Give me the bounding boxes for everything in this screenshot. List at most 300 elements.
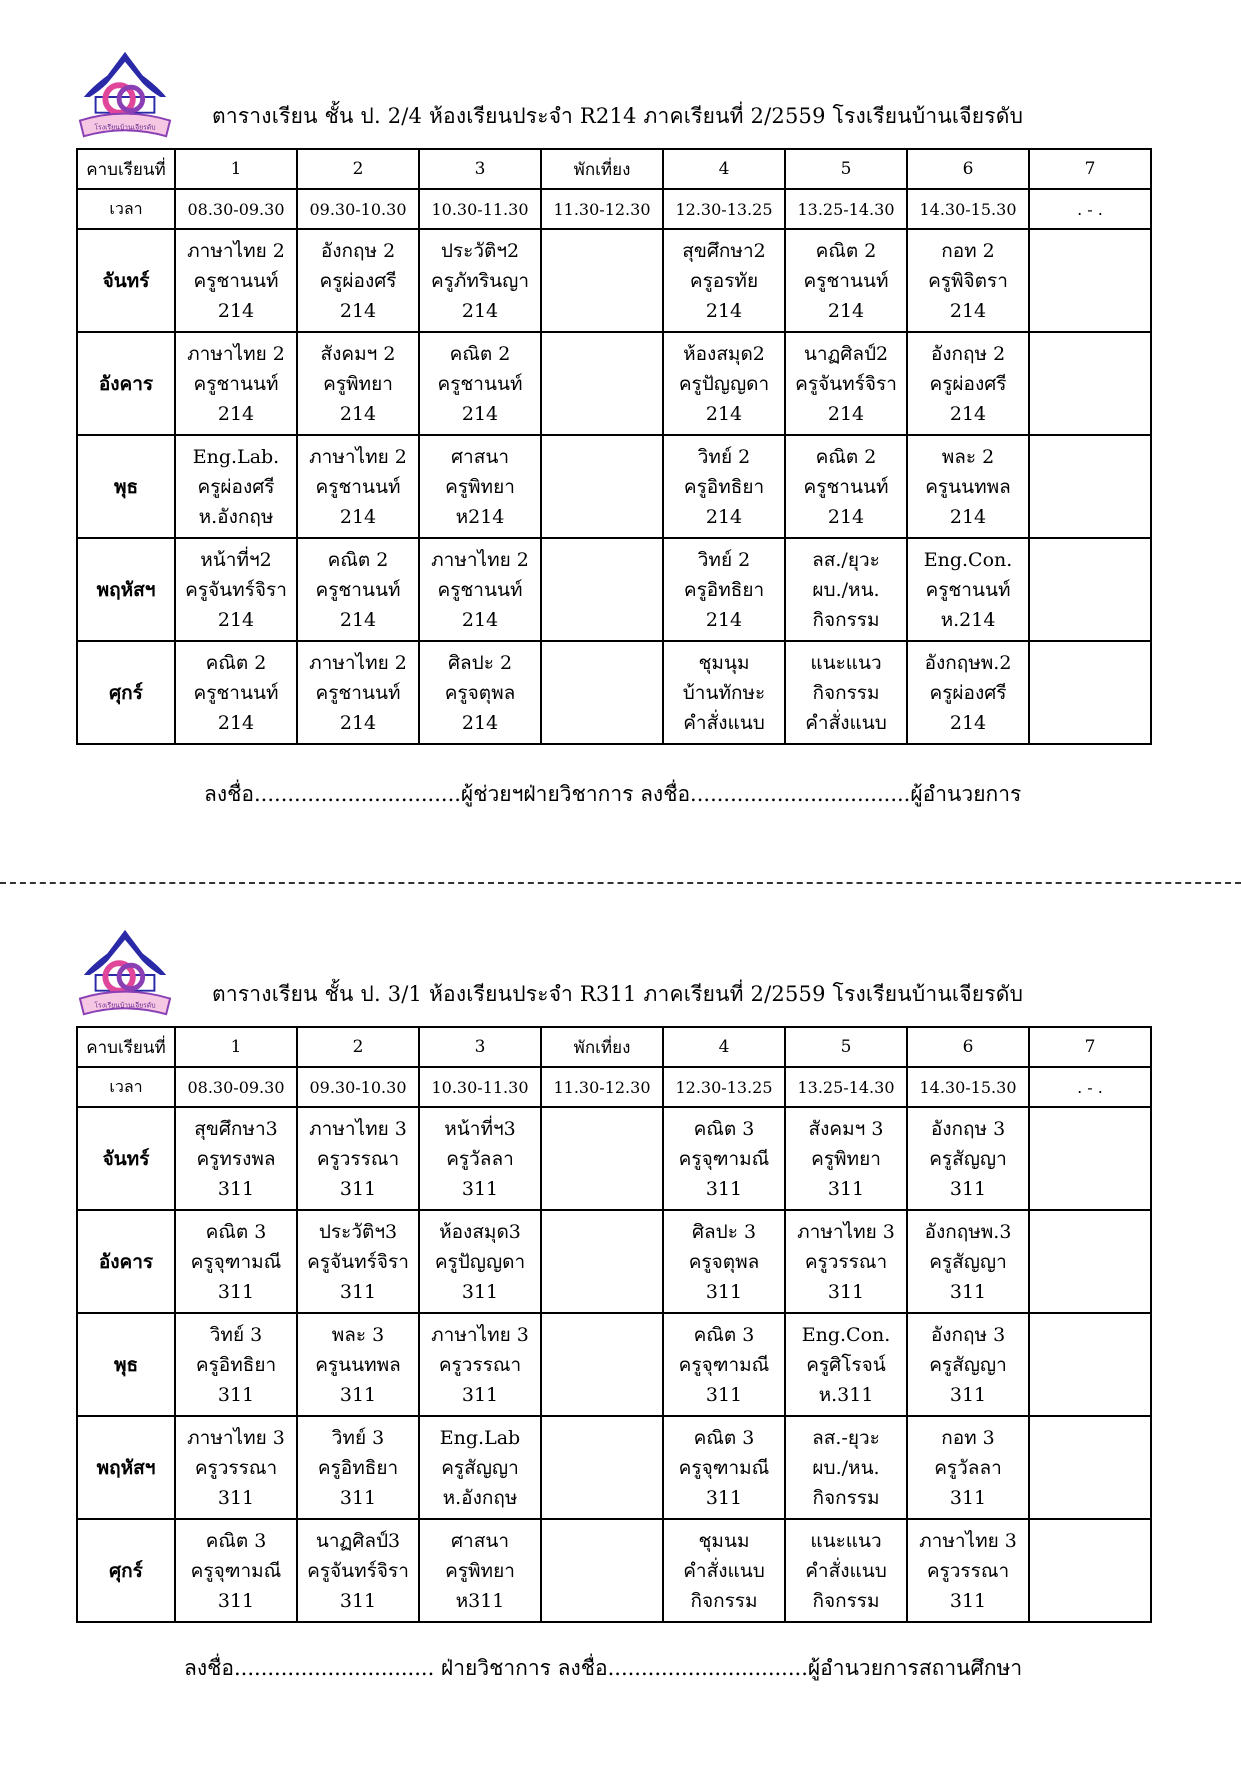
time-row — [77, 189, 1151, 229]
time-cell: 11.30-12.30 — [541, 1067, 663, 1107]
teacher-label: ครูวรรณา — [926, 1559, 1010, 1582]
class-cell — [175, 1519, 297, 1622]
subject-label: ลส.-ยุวะ — [812, 1426, 880, 1449]
teacher-label: คำสั่งแนบ — [805, 1559, 887, 1582]
teacher-label: ครูชานนท์ — [925, 578, 1011, 601]
teacher-label: ครูอิทธิยา — [195, 1353, 277, 1376]
subject-label: แนะแนว — [810, 651, 882, 674]
teacher-label: ครูพิจิตรา — [928, 269, 1008, 292]
subject-label: สังคมฯ 2 — [320, 342, 396, 365]
subject-label: พละ 2 — [941, 445, 995, 468]
class-cell — [419, 229, 541, 332]
empty-cell — [1029, 1107, 1151, 1210]
subject-label: คณิต 2 — [205, 651, 267, 674]
teacher-label: ครูวัลลา — [446, 1147, 514, 1170]
empty-cell — [1029, 1519, 1151, 1622]
subject-label: คณิต 3 — [693, 1117, 755, 1140]
room-label: 214 — [827, 402, 865, 425]
room-label: 214 — [339, 505, 377, 528]
schedule-title: ตารางเรียน ชั้น ป. 2/4 ห้องเรียนประจำ R214 ภาคเรียนที่ 2/2559 โรงเรียนบ้านเจียรดับ — [212, 104, 1024, 128]
room-label: 214 — [217, 711, 255, 734]
class-cell — [907, 1210, 1029, 1313]
school-emblem-icon — [76, 926, 174, 1024]
day-name: ศุกร์ — [77, 1519, 175, 1622]
teacher-label: ครูปัญญดา — [434, 1250, 526, 1273]
class-cell — [419, 641, 541, 744]
teacher-label: ครูศิโรจน์ — [806, 1353, 886, 1376]
teacher-label: ครูจันทร์จิรา — [307, 1559, 409, 1582]
room-label: 311 — [949, 1280, 987, 1303]
empty-cell — [541, 229, 663, 332]
header-cell: 2 — [297, 149, 419, 189]
empty-cell — [541, 538, 663, 641]
class-cell — [297, 1107, 419, 1210]
teacher-label: ครูชานนท์ — [437, 372, 523, 395]
subject-label: อังกฤษ 3 — [930, 1323, 1006, 1346]
time-cell: เวลา — [77, 189, 175, 229]
room-label: 311 — [949, 1486, 987, 1509]
class-cell — [663, 332, 785, 435]
schedule-title: ตารางเรียน ชั้น ป. 3/1 ห้องเรียนประจำ R311 ภาคเรียนที่ 2/2559 โรงเรียนบ้านเจียรดับ — [212, 982, 1024, 1006]
day-name: พฤหัสฯ — [77, 1416, 175, 1519]
teacher-label: ครูผ่องศรี — [319, 269, 397, 292]
header-cell: พักเที่ยง — [541, 149, 663, 189]
teacher-label: ครูชานนท์ — [315, 578, 401, 601]
room-label: 214 — [827, 505, 865, 528]
room-label: 214 — [339, 299, 377, 322]
class-cell — [175, 1210, 297, 1313]
subject-label: แนะแนว — [810, 1529, 882, 1552]
teacher-label: ครูชานนท์ — [803, 475, 889, 498]
time-cell: 08.30-09.30 — [175, 1067, 297, 1107]
teacher-label: ครูวรรณา — [316, 1147, 400, 1170]
empty-cell — [541, 1416, 663, 1519]
teacher-label: ครูพิทยา — [811, 1147, 881, 1170]
header-cell: 3 — [419, 1027, 541, 1067]
teacher-label: ครูอิทธิยา — [317, 1456, 399, 1479]
class-cell — [785, 1210, 907, 1313]
room-label: 214 — [217, 299, 255, 322]
subject-label: ภาษาไทย 2 — [309, 651, 407, 674]
room-label: 311 — [217, 1280, 255, 1303]
teacher-label: กิจกรรม — [812, 681, 880, 704]
subject-label: Eng.Con. — [923, 548, 1013, 571]
teacher-label: คำสั่งแนบ — [683, 1559, 765, 1582]
teacher-label: ครูวัลลา — [934, 1456, 1002, 1479]
class-cell — [663, 1107, 785, 1210]
subject-label: ประวัติฯ3 — [318, 1220, 398, 1243]
teacher-label: ครูจันทร์จิรา — [795, 372, 897, 395]
empty-cell — [541, 641, 663, 744]
time-cell: 09.30-10.30 — [297, 1067, 419, 1107]
room-label: ห311 — [455, 1589, 505, 1612]
room-label: คำสั่งแนบ — [683, 711, 765, 734]
room-label: 311 — [339, 1280, 377, 1303]
subject-label: สุขศึกษา3 — [194, 1117, 278, 1140]
class-cell — [785, 1519, 907, 1622]
class-cell — [297, 1519, 419, 1622]
room-label: 214 — [949, 299, 987, 322]
teacher-label: ครูนนทพล — [315, 1353, 401, 1376]
teacher-label: ครูชานนท์ — [437, 578, 523, 601]
class-cell — [907, 641, 1029, 744]
period-header-row — [77, 149, 1151, 189]
signature-line: ลงชื่อ.............................. ฝ่ายวิชาการ ลงชื่อ..............................ผู้อำนวยการสถานศึกษา — [184, 1656, 1023, 1680]
day-row — [77, 332, 1151, 435]
header-cell: คาบเรียนที่ — [77, 149, 175, 189]
class-cell — [785, 229, 907, 332]
room-label: 214 — [461, 299, 499, 322]
class-cell — [419, 332, 541, 435]
teacher-label: ครูจุฑามณี — [190, 1250, 282, 1273]
day-row — [77, 641, 1151, 744]
subject-label: กอท 3 — [941, 1426, 995, 1449]
class-cell — [175, 229, 297, 332]
subject-label: ภาษาไทย 3 — [309, 1117, 407, 1140]
header-cell: 6 — [907, 1027, 1029, 1067]
header-cell: 1 — [175, 149, 297, 189]
class-cell — [663, 435, 785, 538]
class-cell — [785, 332, 907, 435]
room-label: กิจกรรม — [690, 1589, 758, 1612]
subject-label: ห้องสมุด2 — [683, 342, 765, 365]
teacher-label: ผบ./หน. — [812, 1456, 880, 1479]
teacher-label: ครูอิทธิยา — [683, 578, 765, 601]
class-cell — [907, 1107, 1029, 1210]
room-label: 311 — [827, 1177, 865, 1200]
time-cell: 11.30-12.30 — [541, 189, 663, 229]
teacher-label: ครูปัญญดา — [678, 372, 770, 395]
room-label: 311 — [217, 1383, 255, 1406]
class-cell — [297, 538, 419, 641]
teacher-label: ครูจุฑามณี — [190, 1559, 282, 1582]
room-label: 214 — [705, 608, 743, 631]
subject-label: อังกฤษ 2 — [320, 239, 396, 262]
header-cell: 5 — [785, 1027, 907, 1067]
subject-label: Eng.Lab — [439, 1426, 521, 1449]
room-label: กิจกรรม — [812, 1589, 880, 1612]
teacher-label: บ้านทักษะ — [682, 681, 766, 704]
class-cell — [175, 1107, 297, 1210]
empty-cell — [1029, 229, 1151, 332]
empty-cell — [541, 1519, 663, 1622]
subject-label: ชุมนุม — [698, 651, 750, 674]
teacher-label: ครูชานนท์ — [193, 372, 279, 395]
class-cell — [419, 538, 541, 641]
teacher-label: ครูสัญญา — [929, 1353, 1007, 1376]
room-label: 311 — [949, 1589, 987, 1612]
room-label: 311 — [705, 1486, 743, 1509]
subject-label: ภาษาไทย 2 — [431, 548, 529, 571]
teacher-label: ครูผ่องศรี — [929, 372, 1007, 395]
day-name: ศุกร์ — [77, 641, 175, 744]
time-cell: 12.30-13.25 — [663, 189, 785, 229]
class-cell — [297, 435, 419, 538]
subject-label: ศิลปะ 3 — [691, 1220, 757, 1243]
day-name: อังคาร — [77, 1210, 175, 1313]
time-cell: . - . — [1029, 1067, 1151, 1107]
empty-cell — [1029, 1210, 1151, 1313]
subject-label: คณิต 2 — [815, 445, 877, 468]
room-label: 214 — [949, 711, 987, 734]
subject-label: ภาษาไทย 3 — [797, 1220, 895, 1243]
header-cell: 6 — [907, 149, 1029, 189]
time-cell: . - . — [1029, 189, 1151, 229]
room-label: 311 — [339, 1589, 377, 1612]
teacher-label: ครูทรงพล — [196, 1147, 276, 1170]
subject-label: คณิต 3 — [205, 1529, 267, 1552]
timetable — [76, 148, 1152, 745]
subject-label: คณิต 3 — [693, 1323, 755, 1346]
subject-label: อังกฤษพ.3 — [924, 1220, 1012, 1243]
subject-label: วิทย์ 3 — [209, 1323, 263, 1346]
class-cell — [907, 435, 1029, 538]
class-cell — [785, 641, 907, 744]
class-cell — [297, 1416, 419, 1519]
subject-label: ภาษาไทย 2 — [187, 239, 285, 262]
period-header-row — [77, 1027, 1151, 1067]
subject-label: อังกฤษพ.2 — [924, 651, 1012, 674]
class-cell — [297, 1210, 419, 1313]
room-label: คำสั่งแนบ — [805, 711, 887, 734]
teacher-label: ครูวรรณา — [804, 1250, 888, 1273]
class-cell — [175, 641, 297, 744]
teacher-label: ครูชานนท์ — [803, 269, 889, 292]
time-row — [77, 1067, 1151, 1107]
class-cell — [663, 1313, 785, 1416]
room-label: 311 — [217, 1589, 255, 1612]
subject-label: สังคมฯ 3 — [808, 1117, 884, 1140]
room-label: 311 — [339, 1383, 377, 1406]
class-cell — [663, 641, 785, 744]
teacher-label: ครูจันทร์จิรา — [307, 1250, 409, 1273]
room-label: ห.214 — [940, 608, 996, 631]
time-cell: เวลา — [77, 1067, 175, 1107]
school-emblem-icon — [76, 48, 174, 146]
room-label: ห.อังกฤษ — [442, 1486, 518, 1509]
teacher-label: ครูจุฑามณี — [678, 1147, 770, 1170]
header-cell: 5 — [785, 149, 907, 189]
day-name: พฤหัสฯ — [77, 538, 175, 641]
subject-label: ประวัติฯ2 — [440, 239, 520, 262]
subject-label: คณิต 2 — [815, 239, 877, 262]
empty-cell — [541, 332, 663, 435]
room-label: 214 — [949, 505, 987, 528]
subject-label: คณิต 3 — [693, 1426, 755, 1449]
teacher-label: ครูวรรณา — [194, 1456, 278, 1479]
day-row — [77, 229, 1151, 332]
empty-cell — [541, 1210, 663, 1313]
timetable — [76, 1026, 1152, 1623]
header-cell: 3 — [419, 149, 541, 189]
subject-label: วิทย์ 2 — [697, 445, 751, 468]
subject-label: วิทย์ 3 — [331, 1426, 385, 1449]
teacher-label: ผบ./หน. — [812, 578, 880, 601]
subject-label: ศาสนา — [451, 1529, 509, 1552]
class-cell — [663, 1210, 785, 1313]
empty-cell — [1029, 538, 1151, 641]
day-rows — [77, 229, 1151, 744]
empty-cell — [541, 1313, 663, 1416]
class-cell — [785, 1313, 907, 1416]
room-label: 214 — [949, 402, 987, 425]
header-cell: คาบเรียนที่ — [77, 1027, 175, 1067]
teacher-label: ครูสัญญา — [441, 1456, 519, 1479]
day-name: พุธ — [77, 1313, 175, 1416]
subject-label: วิทย์ 2 — [697, 548, 751, 571]
room-label: 311 — [705, 1280, 743, 1303]
class-cell — [419, 1210, 541, 1313]
subject-label: กอท 2 — [941, 239, 995, 262]
day-row — [77, 1519, 1151, 1622]
room-label: 311 — [461, 1280, 499, 1303]
empty-cell — [1029, 332, 1151, 435]
room-label: 214 — [461, 402, 499, 425]
subject-label: ภาษาไทย 3 — [431, 1323, 529, 1346]
class-cell — [175, 1416, 297, 1519]
time-cell: 10.30-11.30 — [419, 189, 541, 229]
teacher-label: ครูอรทัย — [689, 269, 759, 292]
room-label: 311 — [217, 1486, 255, 1509]
teacher-label: ครูผ่องศรี — [929, 681, 1007, 704]
subject-label: คณิต 2 — [449, 342, 511, 365]
class-cell — [419, 1313, 541, 1416]
subject-label: ภาษาไทย 2 — [309, 445, 407, 468]
room-label: ห.อังกฤษ — [198, 505, 274, 528]
class-cell — [785, 1416, 907, 1519]
room-label: ห214 — [455, 505, 505, 528]
day-row — [77, 1107, 1151, 1210]
teacher-label: ครูจตุพล — [688, 1250, 760, 1273]
class-cell — [907, 229, 1029, 332]
class-cell — [297, 641, 419, 744]
teacher-label: ครูชานนท์ — [193, 269, 279, 292]
class-cell — [663, 538, 785, 641]
room-label: 214 — [217, 608, 255, 631]
signature-line: ลงชื่อ...............................ผู้ช่วยฯฝ่ายวิชาการ ลงชื่อ.................................ผู้อำนวยการ — [204, 782, 1022, 806]
empty-cell — [1029, 1313, 1151, 1416]
time-cell: 13.25-14.30 — [785, 1067, 907, 1107]
room-label: 214 — [461, 711, 499, 734]
room-label: 311 — [339, 1177, 377, 1200]
class-cell — [297, 229, 419, 332]
class-cell — [419, 1416, 541, 1519]
teacher-label: ครูชานนท์ — [193, 681, 279, 704]
class-cell — [785, 1107, 907, 1210]
subject-label: ศาสนา — [451, 445, 509, 468]
room-label: 311 — [339, 1486, 377, 1509]
teacher-label: ครูอิทธิยา — [683, 475, 765, 498]
subject-label: ภาษาไทย 2 — [187, 342, 285, 365]
time-cell: 10.30-11.30 — [419, 1067, 541, 1107]
subject-label: ห้องสมุด3 — [439, 1220, 521, 1243]
class-cell — [419, 1107, 541, 1210]
room-label: 311 — [217, 1177, 255, 1200]
empty-cell — [541, 1107, 663, 1210]
class-cell — [297, 332, 419, 435]
subject-label: คณิต 3 — [205, 1220, 267, 1243]
day-row — [77, 1416, 1151, 1519]
empty-cell — [1029, 1416, 1151, 1519]
subject-label: ชุมนม — [698, 1529, 750, 1552]
teacher-label: ครูชานนท์ — [315, 475, 401, 498]
day-name: อังคาร — [77, 332, 175, 435]
subject-label: ลส./ยุวะ — [812, 548, 880, 571]
teacher-label: ครูพิทยา — [445, 1559, 515, 1582]
time-cell: 12.30-13.25 — [663, 1067, 785, 1107]
day-row — [77, 538, 1151, 641]
teacher-label: ครูผ่องศรี — [197, 475, 275, 498]
time-cell: 14.30-15.30 — [907, 189, 1029, 229]
class-cell — [419, 1519, 541, 1622]
subject-label: Eng.Lab. — [192, 445, 280, 468]
svg-text:โรงเรียนบ้านเจียรดับ: โรงเรียนบ้านเจียรดับ — [94, 123, 156, 132]
room-label: 311 — [705, 1177, 743, 1200]
header-cell: 7 — [1029, 149, 1151, 189]
day-name: พุธ — [77, 435, 175, 538]
class-cell — [663, 229, 785, 332]
day-rows — [77, 1107, 1151, 1622]
subject-label: อังกฤษ 3 — [930, 1117, 1006, 1140]
room-label: กิจกรรม — [812, 1486, 880, 1509]
header-cell: 4 — [663, 1027, 785, 1067]
teacher-label: ครูสัญญา — [929, 1250, 1007, 1273]
header-cell: 7 — [1029, 1027, 1151, 1067]
subject-label: นาฏศิลป์2 — [803, 342, 889, 365]
header-cell: 2 — [297, 1027, 419, 1067]
room-label: 311 — [949, 1383, 987, 1406]
subject-label: พละ 3 — [331, 1323, 385, 1346]
teacher-label: ครูจุฑามณี — [678, 1456, 770, 1479]
class-cell — [907, 332, 1029, 435]
room-label: 214 — [217, 402, 255, 425]
class-cell — [907, 1313, 1029, 1416]
time-cell: 13.25-14.30 — [785, 189, 907, 229]
header-cell: พักเที่ยง — [541, 1027, 663, 1067]
empty-cell — [1029, 641, 1151, 744]
teacher-label: ครูชานนท์ — [315, 681, 401, 704]
subject-label: อังกฤษ 2 — [930, 342, 1006, 365]
subject-label: ศิลปะ 2 — [447, 651, 513, 674]
class-cell — [785, 538, 907, 641]
subject-label: หน้าที่ฯ2 — [200, 548, 272, 571]
subject-label: คณิต 2 — [327, 548, 389, 571]
room-label: 214 — [461, 608, 499, 631]
time-cell: 14.30-15.30 — [907, 1067, 1029, 1107]
teacher-label: ครูสัญญา — [929, 1147, 1007, 1170]
class-cell — [175, 435, 297, 538]
day-name: จันทร์ — [77, 229, 175, 332]
teacher-label: ครูจตุพล — [444, 681, 516, 704]
subject-label: ภาษาไทย 3 — [919, 1529, 1017, 1552]
teacher-label: ครูนนทพล — [925, 475, 1011, 498]
empty-cell — [1029, 435, 1151, 538]
cut-line — [0, 882, 1241, 884]
class-cell — [663, 1519, 785, 1622]
class-cell — [907, 1519, 1029, 1622]
subject-label: นาฏศิลป์3 — [315, 1529, 401, 1552]
header-cell: 4 — [663, 149, 785, 189]
empty-cell — [541, 435, 663, 538]
subject-label: ภาษาไทย 3 — [187, 1426, 285, 1449]
room-label: 214 — [705, 505, 743, 528]
day-row — [77, 1210, 1151, 1313]
class-cell — [663, 1416, 785, 1519]
teacher-label: ครูจันทร์จิรา — [185, 578, 287, 601]
day-name: จันทร์ — [77, 1107, 175, 1210]
room-label: กิจกรรม — [812, 608, 880, 631]
header-cell: 1 — [175, 1027, 297, 1067]
